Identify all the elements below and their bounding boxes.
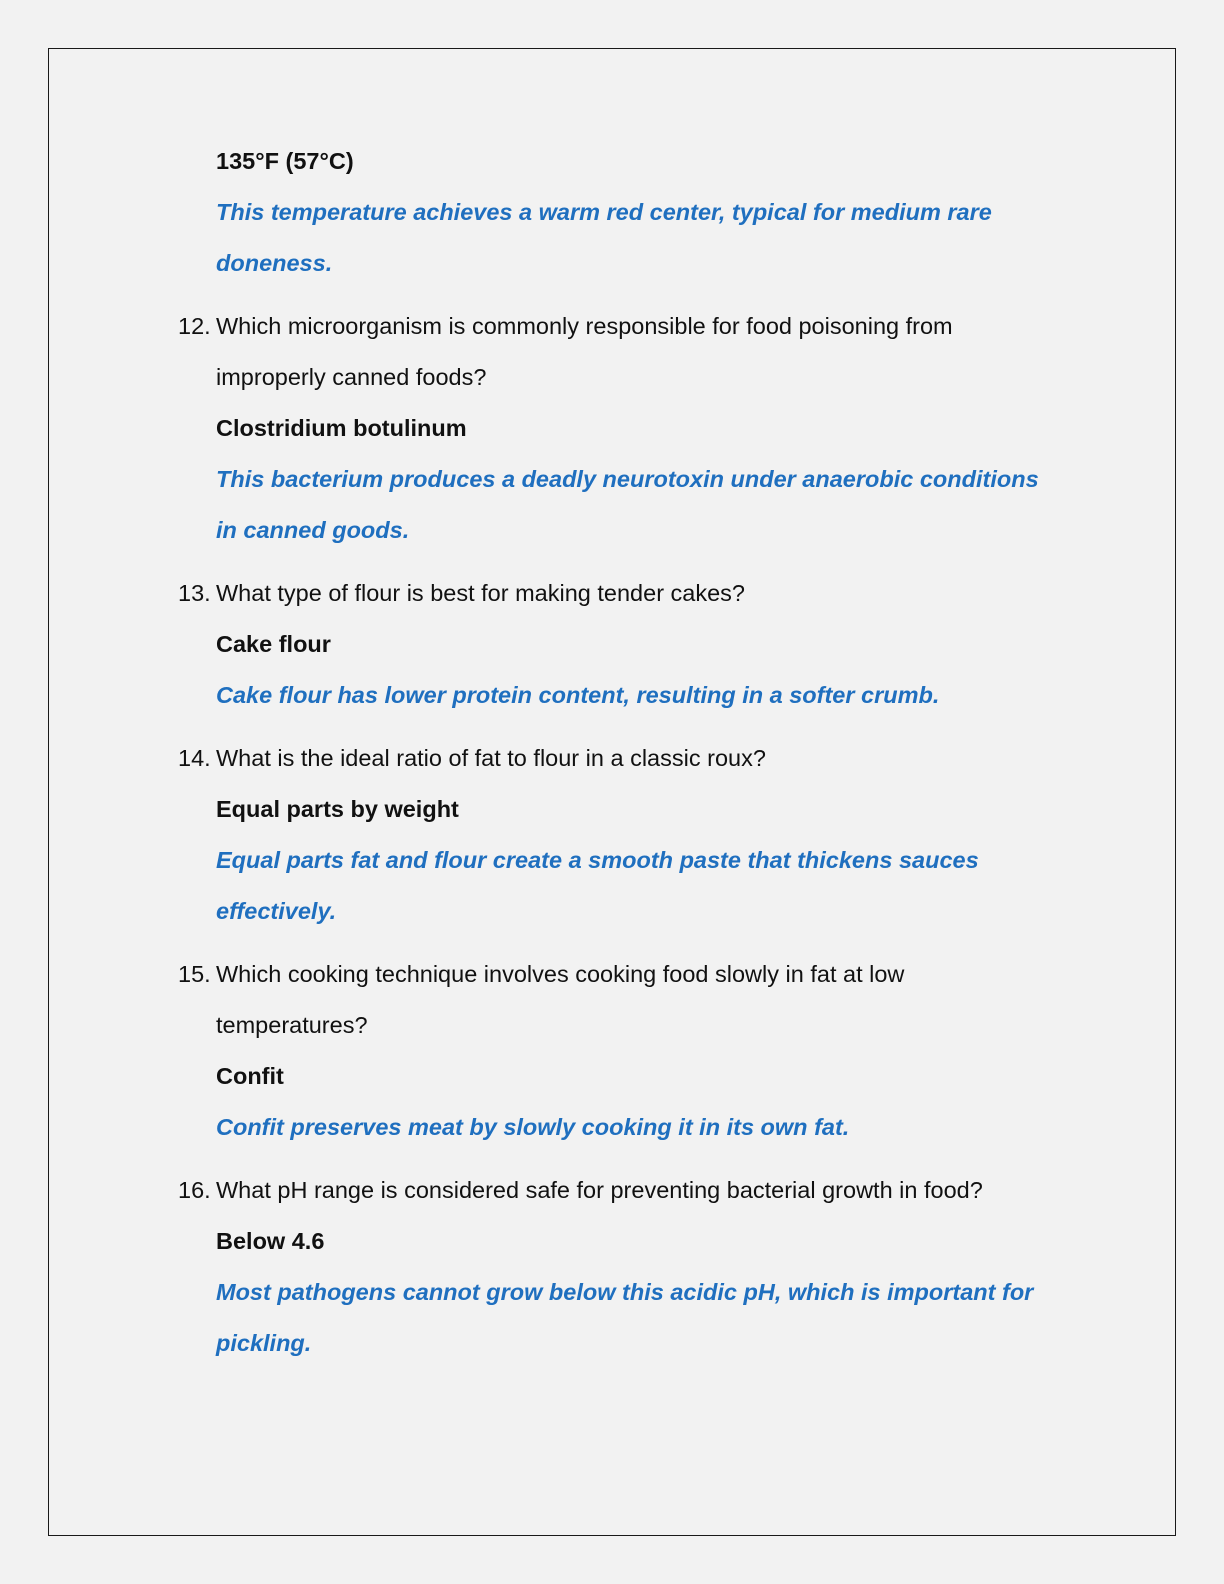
question-number: 13. <box>178 580 211 606</box>
question-text: What is the ideal ratio of fat to flour in a classic roux? <box>216 745 766 771</box>
question-text: Which microorganism is commonly responsible for food poisoning from <box>216 313 953 339</box>
explanation-text: This bacterium produces a deadly neurotoxin under anaerobic conditions <box>216 466 1039 492</box>
question-16 <box>178 1165 1078 1369</box>
question-text: Which cooking technique involves cooking food slowly in fat at low <box>216 961 905 987</box>
intro-explanation-line: This temperature achieves a warm red center, typical for medium rare <box>216 199 992 225</box>
question-number: 14. <box>178 745 211 771</box>
intro-explanation-line: doneness. <box>216 250 333 276</box>
intro-answer: 135°F (57°C) <box>216 148 354 174</box>
question-text: improperly canned foods? <box>216 364 487 390</box>
answer-text: Confit <box>216 1063 284 1089</box>
question-text: temperatures? <box>216 1012 368 1038</box>
explanation-text: Equal parts fat and flour create a smooth paste that thickens sauces <box>216 847 979 873</box>
explanation-text: in canned goods. <box>216 517 410 543</box>
answer-text: Cake flour <box>216 631 331 657</box>
explanation-text: pickling. <box>216 1330 312 1356</box>
explanation-text: Cake flour has lower protein content, resulting in a softer crumb. <box>216 682 940 708</box>
explanation-text: Most pathogens cannot grow below this acidic pH, which is important for <box>216 1279 1034 1305</box>
question-12 <box>178 301 1078 556</box>
question-number: 15. <box>178 961 211 987</box>
question-text: What type of flour is best for making tender cakes? <box>216 580 746 606</box>
question-14 <box>178 733 1078 937</box>
question-number: 12. <box>178 313 211 339</box>
question-text: What pH range is considered safe for preventing bacterial growth in food? <box>216 1177 983 1203</box>
answer-text: Below 4.6 <box>216 1228 325 1254</box>
explanation-text: Confit preserves meat by slowly cooking it in its own fat. <box>216 1114 850 1140</box>
answer-text: Equal parts by weight <box>216 796 459 822</box>
answer-text: Clostridium botulinum <box>216 415 467 441</box>
question-13 <box>178 568 1078 721</box>
question-number: 16. <box>178 1177 211 1203</box>
explanation-text: effectively. <box>216 898 337 924</box>
question-15 <box>178 949 1078 1153</box>
document-content <box>178 136 1078 1369</box>
